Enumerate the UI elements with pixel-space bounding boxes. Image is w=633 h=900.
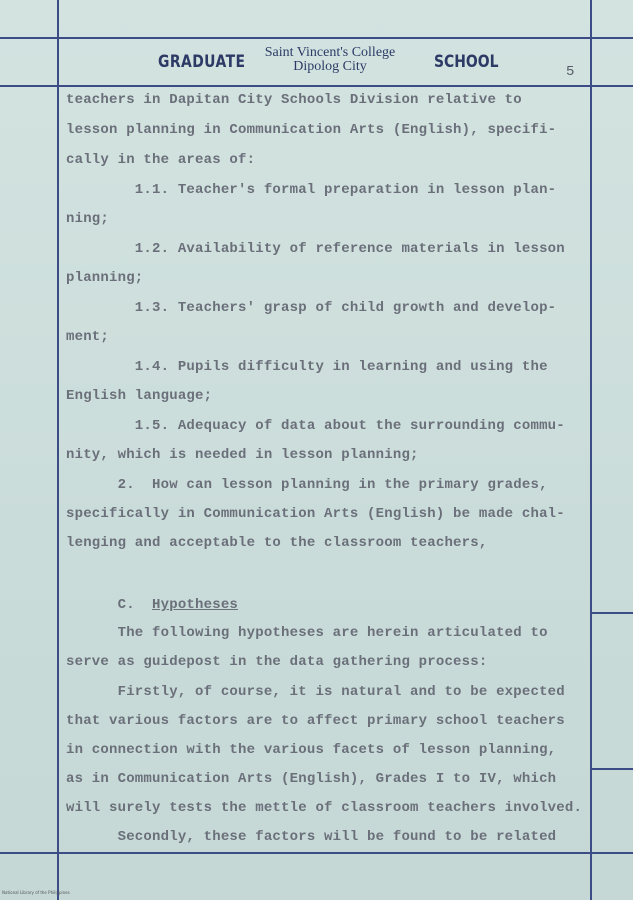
text-line: nity, which is needed in lesson planning; (66, 447, 419, 463)
page-number: 5 (566, 64, 575, 80)
text-line: ment; (66, 329, 110, 345)
header-graduate: GRADUATE (158, 52, 246, 72)
text-line: 1.1. Teacher's formal preparation in lesson plan- (66, 182, 557, 198)
text-line: cally in the areas of: (66, 152, 256, 168)
text-line: planning; (66, 270, 144, 286)
text-line: 1.2. Availability of reference materials in lesson (66, 241, 565, 257)
section-letter: C. (117, 597, 135, 613)
header-bottom-line (0, 85, 633, 87)
right-margin-tick-1 (592, 612, 633, 614)
footer-credit: National Library of the Philippines (2, 890, 70, 895)
text-line: Firstly, of course, it is natural and to be expected (66, 684, 565, 700)
text-line: will surely tests the mettle of classroom teachers involved. (66, 800, 583, 816)
college-city: Dipolog City (293, 59, 367, 74)
text-line: The following hypotheses are herein articulated to (66, 625, 548, 641)
text-line: serve as guidepost in the data gathering process: (66, 654, 488, 670)
text-line: 1.5. Adequacy of data about the surrounding commu- (66, 418, 565, 434)
text-line: in connection with the various facets of lesson planning, (66, 742, 557, 758)
text-line: that various factors are to affect primary school teachers (66, 713, 565, 729)
section-heading (66, 581, 238, 629)
text-line: 2. How can lesson planning in the primary grades, (66, 477, 548, 493)
section-title: Hypotheses (152, 597, 239, 613)
text-line: lesson planning in Communication Arts (English), specifi- (66, 122, 557, 138)
text-line: as in Communication Arts (English), Grades I to IV, which (66, 771, 557, 787)
header-college (250, 46, 410, 74)
top-border-line (0, 37, 633, 39)
college-name: Saint Vincent's College (264, 45, 396, 60)
bottom-border-line (0, 852, 633, 854)
text-line: 1.3. Teachers' grasp of child growth and develop- (66, 300, 557, 316)
text-line: 1.4. Pupils difficulty in learning and using the (66, 359, 548, 375)
text-line: Secondly, these factors will be found to be related (66, 829, 557, 845)
text-line: lenging and acceptable to the classroom teachers, (66, 535, 488, 551)
right-margin-tick-2 (592, 768, 633, 770)
text-line: specifically in Communication Arts (English) be made chal- (66, 506, 565, 522)
right-margin-line (590, 0, 592, 900)
header-school: SCHOOL (434, 52, 499, 72)
left-margin-line (57, 0, 59, 900)
text-line: ning; (66, 211, 110, 227)
text-line: teachers in Dapitan City Schools Division relative to (66, 92, 522, 108)
text-line: English language; (66, 388, 213, 404)
